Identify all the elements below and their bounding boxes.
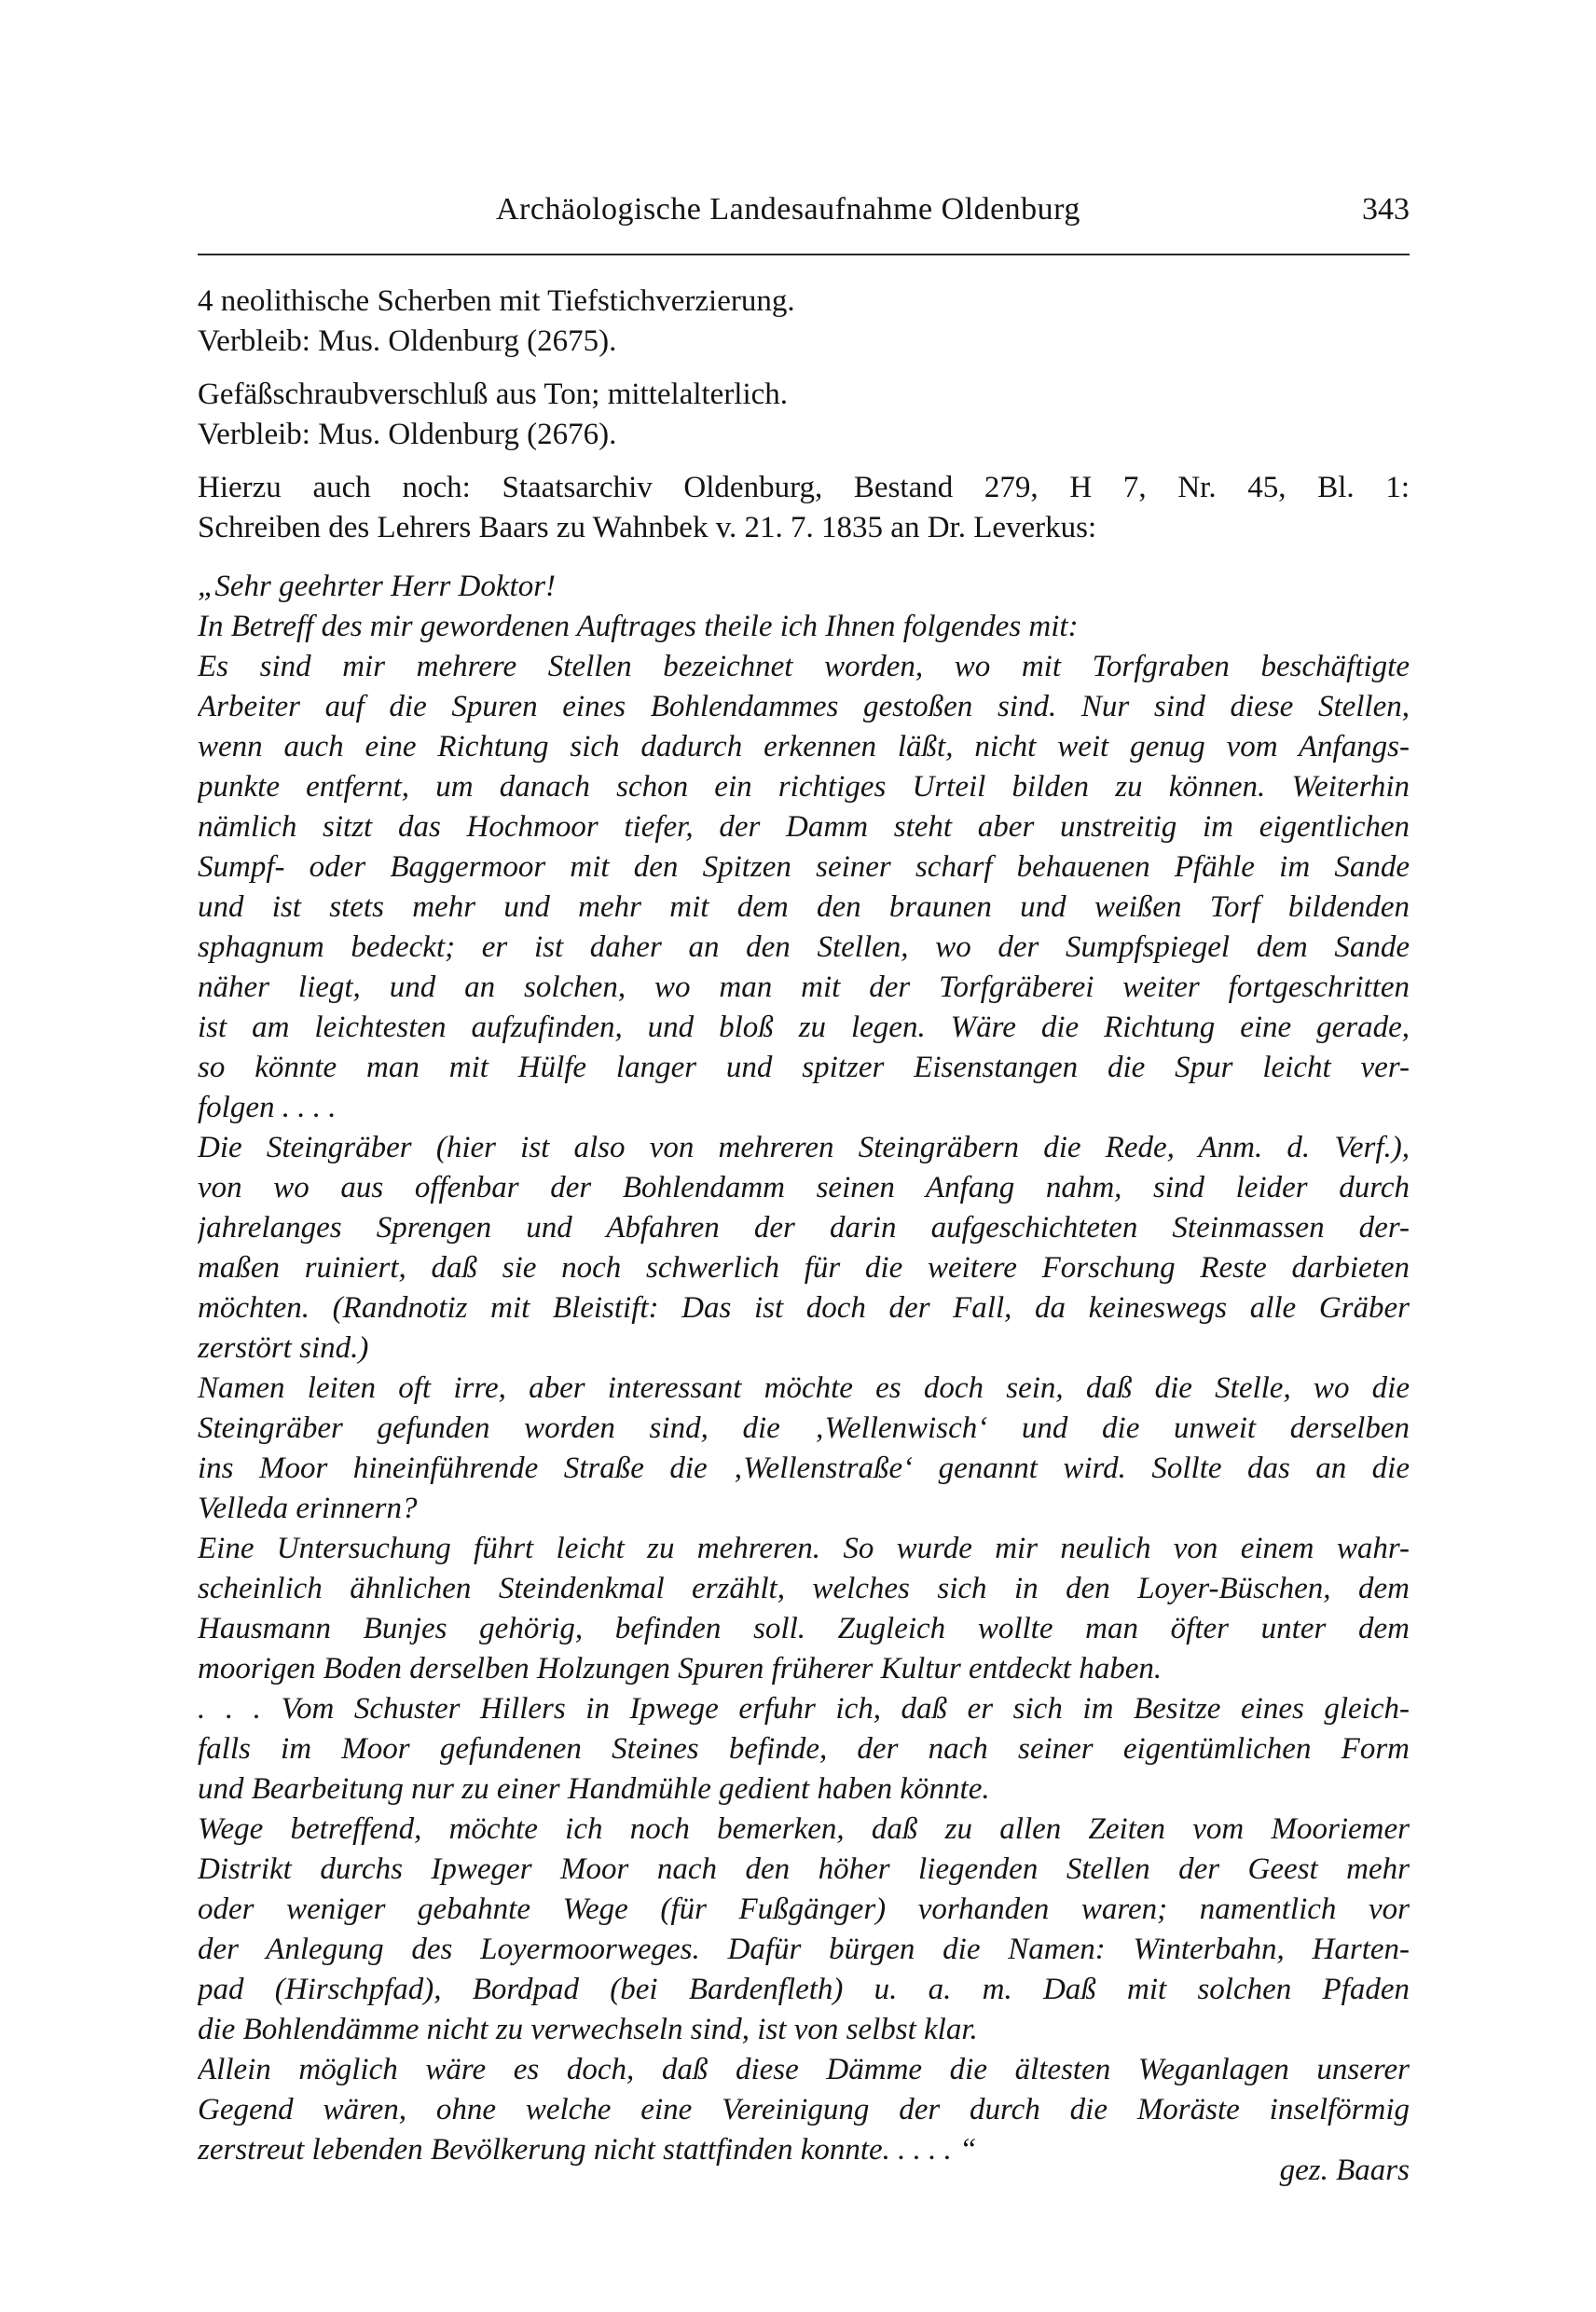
letter-line: Es sind mir mehrere Stellen bezeichnet worden, wo mit Torfgraben beschäftigte <box>198 650 1410 683</box>
letter-line: oder weniger gebahnte Wege (für Fußgänger) vorhanden waren; namentlich vor <box>198 1892 1410 1926</box>
page-body <box>198 282 1410 2187</box>
letter-line: von wo aus offenbar der Bohlendamm seinen Anfang nahm, sind leider durch <box>198 1171 1410 1204</box>
letter-line: scheinlich ähnlichen Steindenkmal erzählt, welches sich in den Loyer-Büschen, dem <box>198 1572 1410 1605</box>
letter-line: Hausmann Bunjes gehörig, befinden soll. Zugleich wollte man öfter unter dem <box>198 1612 1410 1645</box>
letter-line: Die Steingräber (hier ist also von mehreren Steingräbern die Rede, Anm. d. Verf.), <box>198 1131 1410 1164</box>
letter-line: Sumpf- oder Baggermoor mit den Spitzen seiner scharf behauenen Pfähle im Sande <box>198 850 1410 884</box>
find-description: 4 neolithische Scherben mit Tiefstichverzierung. <box>198 284 795 318</box>
letter-line: und Bearbeitung nur zu einer Handmühle gedient haben könnte. <box>198 1772 990 1806</box>
letter-line: zerstört sind.) <box>198 1331 369 1365</box>
letter-line: jahrelanges Sprengen und Abfahren der darin aufgeschichteten Steinmassen der- <box>198 1211 1410 1245</box>
find-entry <box>198 282 1410 362</box>
letter-line: Wege betreffend, möchte ich noch bemerken, daß zu allen Zeiten vom Mooriemer <box>198 1812 1410 1846</box>
letter-line: Velleda erinnern? <box>198 1492 418 1525</box>
letter-line: sphagnum bedeckt; er ist daher an den Stellen, wo der Sumpfspiegel dem Sande <box>198 930 1410 964</box>
letter-line: Distrikt durchs Ipweger Moor nach den höher liegenden Stellen der Geest mehr <box>198 1852 1410 1886</box>
closing-row <box>198 2130 1410 2187</box>
letter-line: Namen leiten oft irre, aber interessant möchte es doch sein, daß die Stelle, wo die <box>198 1371 1410 1405</box>
running-head <box>198 192 1410 248</box>
letter-line: pad (Hirschpfad), Bordpad (bei Bardenfleth) u. a. m. Daß mit solchen Pfaden <box>198 1973 1410 2006</box>
letter-line: und ist stets mehr und mehr mit dem den braunen und weißen Torf bildenden <box>198 890 1410 924</box>
letter-line: der Anlegung des Loyermoorweges. Dafür bürgen die Namen: Winterbahn, Harten- <box>198 1933 1410 1966</box>
source-note-line: Schreiben des Lehrers Baars zu Wahnbek v. 21. 7. 1835 an Dr. Leverkus: <box>198 511 1097 544</box>
letter-line: moorigen Boden derselben Holzungen Spuren früherer Kultur entdeckt haben. <box>198 1652 1163 1686</box>
letter-line: näher liegt, und an solchen, wo man mit der Torfgräberei weiter fortgeschritten <box>198 970 1410 1004</box>
letter-line: Allein möglich wäre es doch, daß diese Dämme die ältesten Weganlagen unserer <box>198 2053 1410 2086</box>
find-entry <box>198 375 1410 455</box>
letter-line: falls im Moor gefundenen Steines befinde, der nach seiner eigentümlichen Form <box>198 1732 1410 1766</box>
header-rule <box>198 254 1410 255</box>
letter-line: punkte entfernt, um danach schon ein richtiges Urteil bilden zu können. Weiterhin <box>198 770 1410 804</box>
letter-quote <box>198 567 1410 2187</box>
letter-line: „Sehr geehrter Herr Doktor! <box>198 570 557 603</box>
letter-line: . . . Vom Schuster Hillers in Ipwege erfuhr ich, daß er sich im Besitze eines gleich- <box>198 1692 1410 1726</box>
letter-line: ist am leichtesten aufzufinden, und bloß zu legen. Wäre die Richtung eine gerade, <box>198 1011 1410 1044</box>
letter-line: nämlich sitzt das Hochmoor tiefer, der Damm steht aber unstreitig im eigentlichen <box>198 810 1410 844</box>
letter-line: so könnte man mit Hülfe langer und spitzer Eisenstangen die Spur leicht ver- <box>198 1051 1410 1084</box>
find-description: Gefäßschraubverschluß aus Ton; mittelalterlich. <box>198 378 789 411</box>
letter-line: die Bohlendämme nicht zu verwechseln sind, ist von selbst klar. <box>198 2013 978 2046</box>
source-note <box>198 468 1410 548</box>
letter-line: maßen ruiniert, daß sie noch schwerlich für die weitere Forschung Reste darbieten <box>198 1251 1410 1285</box>
letter-line: möchten. (Randnotiz mit Bleistift: Das ist doch der Fall, da keineswegs alle Gräber <box>198 1291 1410 1325</box>
letter-line: Eine Untersuchung führt leicht zu mehreren. So wurde mir neulich von einem wahr- <box>198 1532 1410 1565</box>
letter-line: Arbeiter auf die Spuren eines Bohlendammes gestoßen sind. Nur sind diese Stellen, <box>198 690 1410 723</box>
page-number: 343 <box>1362 192 1410 227</box>
letter-line: zerstreut lebenden Bevölkerung nicht stattfinden konnte. . . . . “ <box>198 2133 977 2167</box>
signature: gez. Baars <box>1279 2154 1410 2187</box>
letter-line: folgen . . . . <box>198 1091 337 1124</box>
letter-line: ins Moor hineinführende Straße die ‚Wellenstraße‘ genannt wird. Sollte das an die <box>198 1452 1410 1485</box>
letter-line: wenn auch eine Richtung sich dadurch erkennen läßt, nicht weit genug vom Anfangs- <box>198 730 1410 764</box>
running-title: Archäologische Landesaufnahme Oldenburg <box>496 192 1080 227</box>
letter-line: Gegend wären, ohne welche eine Vereinigung der durch die Moräste inselförmig <box>198 2093 1410 2126</box>
source-note-line: Hierzu auch noch: Staatsarchiv Oldenburg, Bestand 279, H 7, Nr. 45, Bl. 1: <box>198 471 1410 504</box>
find-location: Verbleib: Mus. Oldenburg (2675). <box>198 324 617 358</box>
letter-line: Steingräber gefunden worden sind, die ‚Wellenwisch‘ und die unweit derselben <box>198 1411 1410 1445</box>
letter-line: In Betreff des mir gewordenen Auftrages theile ich Ihnen folgendes mit: <box>198 610 1079 643</box>
find-location: Verbleib: Mus. Oldenburg (2676). <box>198 418 617 451</box>
